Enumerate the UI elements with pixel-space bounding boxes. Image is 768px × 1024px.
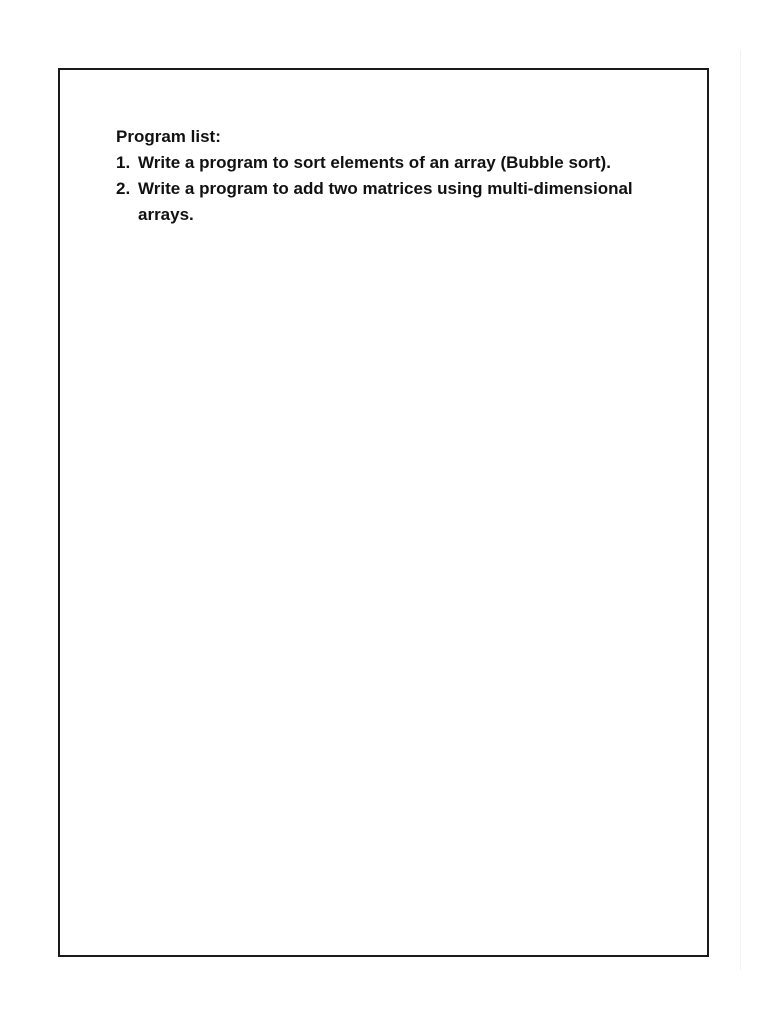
- program-list-content: [116, 124, 636, 228]
- program-list: [116, 150, 636, 228]
- program-list-heading: Program list:: [116, 127, 221, 146]
- program-list-item-2: [116, 176, 636, 228]
- program-list-item-1: [116, 150, 636, 176]
- bordered-frame: [58, 68, 709, 957]
- program-item-2-number: 2.: [116, 179, 131, 198]
- program-item-1-text: Write a program to sort elements of an array (Bubble sort).: [138, 153, 611, 172]
- page-edge-divider: [740, 50, 741, 970]
- program-item-1-number: 1.: [116, 153, 131, 172]
- program-item-2-text: Write a program to add two matrices using multi-dimensional arrays.: [138, 179, 633, 224]
